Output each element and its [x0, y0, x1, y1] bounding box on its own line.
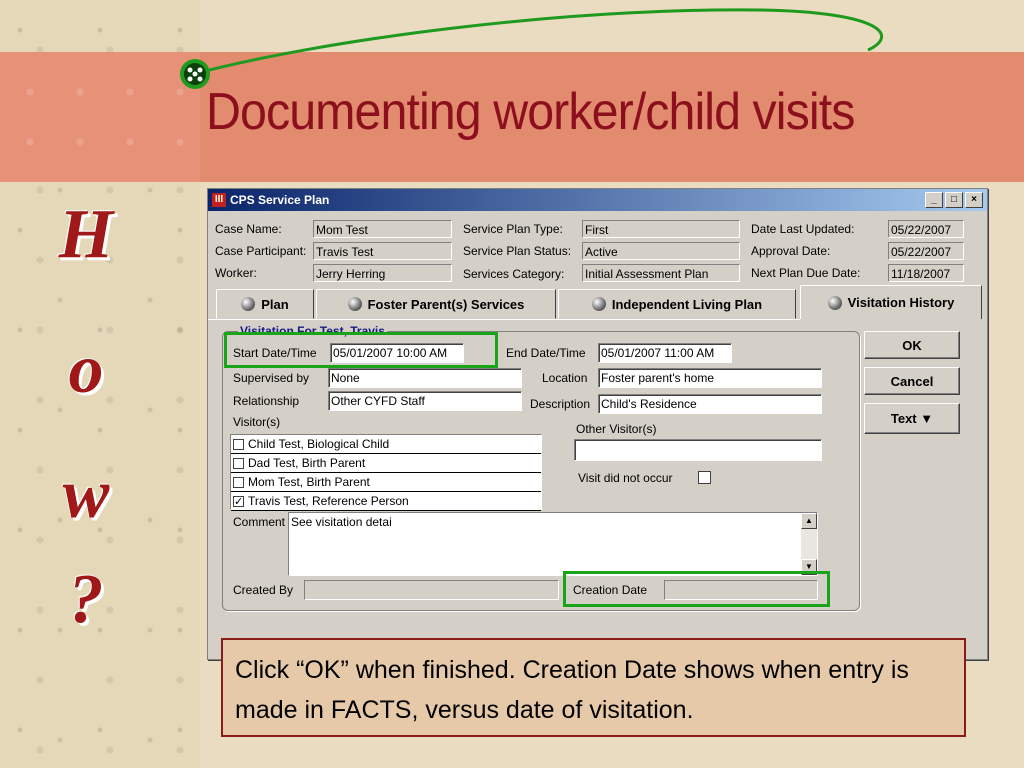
comment-scrollbar[interactable] [801, 513, 817, 575]
maximize-button[interactable]: □ [945, 192, 963, 208]
callout-note: Click “OK” when finished. Creation Date shows when entry is made in FACTS, versus date of visitation. [221, 638, 966, 737]
other-visitors-label: Other Visitor(s) [576, 422, 657, 436]
visitation-group-title: Visitation For Test, Travis [240, 324, 385, 338]
case-name-field: Mom Test [313, 220, 452, 238]
location-label: Location [542, 371, 588, 385]
created-by-field [304, 580, 559, 600]
cps-service-plan-window [207, 188, 988, 660]
visit-not-occur-checkbox[interactable] [698, 471, 711, 484]
plan-status-field: Active [582, 242, 740, 260]
relationship-label: Relationship [233, 394, 300, 408]
visitor-name: Mom Test, Birth Parent [248, 475, 370, 489]
start-datetime-label: Start Date/Time [233, 346, 317, 360]
tab-ball-icon [828, 296, 842, 310]
scroll-up-icon[interactable]: ▲ [801, 513, 817, 529]
close-button[interactable]: × [965, 192, 983, 208]
tab-ball-icon [241, 297, 255, 311]
visitor-name: Child Test, Biological Child [248, 437, 390, 451]
tab-plan[interactable] [216, 289, 314, 319]
window-titlebar[interactable] [208, 189, 987, 211]
approval-date-label: Approval Date: [751, 244, 831, 258]
next-plan-due-label: Next Plan Due Date: [751, 266, 861, 280]
creation-date-highlight [563, 571, 830, 607]
start-datetime-highlight [224, 332, 498, 368]
tab-independent-living-plan[interactable] [558, 289, 796, 319]
visitor-name: Travis Test, Reference Person [248, 494, 409, 508]
location-input[interactable]: Foster parent's home [598, 368, 822, 388]
visitors-label: Visitor(s) [233, 415, 281, 429]
side-letter-h: H [58, 196, 114, 273]
description-label: Description [530, 397, 591, 411]
cancel-button[interactable]: Cancel [864, 367, 960, 395]
next-plan-due-field: 11/18/2007 [888, 264, 964, 282]
slide-title: Documenting worker/child visits [206, 83, 855, 141]
tab-plan-label: Plan [261, 296, 289, 312]
supervised-by-input[interactable]: None [328, 368, 522, 388]
tab-foster-label: Foster Parent(s) Services [367, 296, 525, 312]
tab-visitation-label: Visitation History [847, 295, 955, 310]
case-participant-label: Case Participant: [215, 244, 307, 258]
case-participant-field: Travis Test [313, 242, 452, 260]
comment-textarea[interactable] [288, 512, 818, 576]
visit-not-occur-label: Visit did not occur [578, 471, 673, 485]
worker-label: Worker: [215, 266, 257, 280]
visitor-checkbox[interactable] [233, 458, 244, 469]
list-item[interactable] [231, 473, 541, 492]
plan-status-label: Service Plan Status: [463, 244, 572, 258]
tab-ilp-label: Independent Living Plan [611, 296, 763, 312]
tab-ball-icon [348, 297, 362, 311]
worker-field: Jerry Herring [313, 264, 452, 282]
other-visitors-input[interactable] [574, 439, 822, 461]
services-category-field: Initial Assessment Plan [582, 264, 740, 282]
visitor-name: Dad Test, Birth Parent [248, 456, 366, 470]
comment-text: See visitation detai [291, 515, 392, 529]
window-title: CPS Service Plan [230, 193, 330, 207]
date-last-updated-field: 05/22/2007 [888, 220, 964, 238]
minimize-button[interactable]: _ [925, 192, 943, 208]
visitor-checkbox[interactable] [233, 439, 244, 450]
list-item[interactable] [231, 435, 541, 454]
start-datetime-input[interactable]: 05/01/2007 10:00 AM [330, 343, 464, 363]
side-letter-o: o [68, 331, 104, 408]
list-item[interactable] [231, 492, 541, 511]
case-name-label: Case Name: [215, 222, 282, 236]
created-by-label: Created By [233, 583, 294, 597]
plan-type-field: First [582, 220, 740, 238]
creation-date-label: Creation Date [573, 583, 648, 597]
scroll-down-icon[interactable]: ▼ [801, 559, 817, 575]
end-datetime-label: End Date/Time [506, 346, 586, 360]
tab-foster-parent-services[interactable] [316, 289, 556, 319]
relationship-input[interactable]: Other CYFD Staff [328, 391, 522, 411]
list-item[interactable] [231, 454, 541, 473]
visitors-list[interactable] [230, 434, 542, 510]
description-input[interactable]: Child's Residence [598, 394, 822, 414]
date-last-updated-label: Date Last Updated: [751, 222, 855, 236]
ok-button[interactable]: OK [864, 331, 960, 359]
plan-type-label: Service Plan Type: [463, 222, 563, 236]
end-datetime-input[interactable]: 05/01/2007 11:00 AM [598, 343, 732, 363]
services-category-label: Services Category: [463, 267, 565, 281]
visitor-checkbox[interactable]: ✓ [234, 495, 244, 508]
approval-date-field: 05/22/2007 [888, 242, 964, 260]
app-icon: III [212, 193, 226, 207]
comment-label: Comment [233, 515, 286, 529]
text-dropdown-button[interactable]: Text ▼ [864, 403, 960, 434]
supervised-by-label: Supervised by [233, 371, 310, 385]
tab-visitation-history[interactable] [800, 285, 982, 319]
tab-ball-icon [592, 297, 606, 311]
side-letter-question: ? [68, 561, 104, 638]
visitor-checkbox[interactable] [233, 477, 244, 488]
side-letter-w: w [62, 456, 110, 533]
